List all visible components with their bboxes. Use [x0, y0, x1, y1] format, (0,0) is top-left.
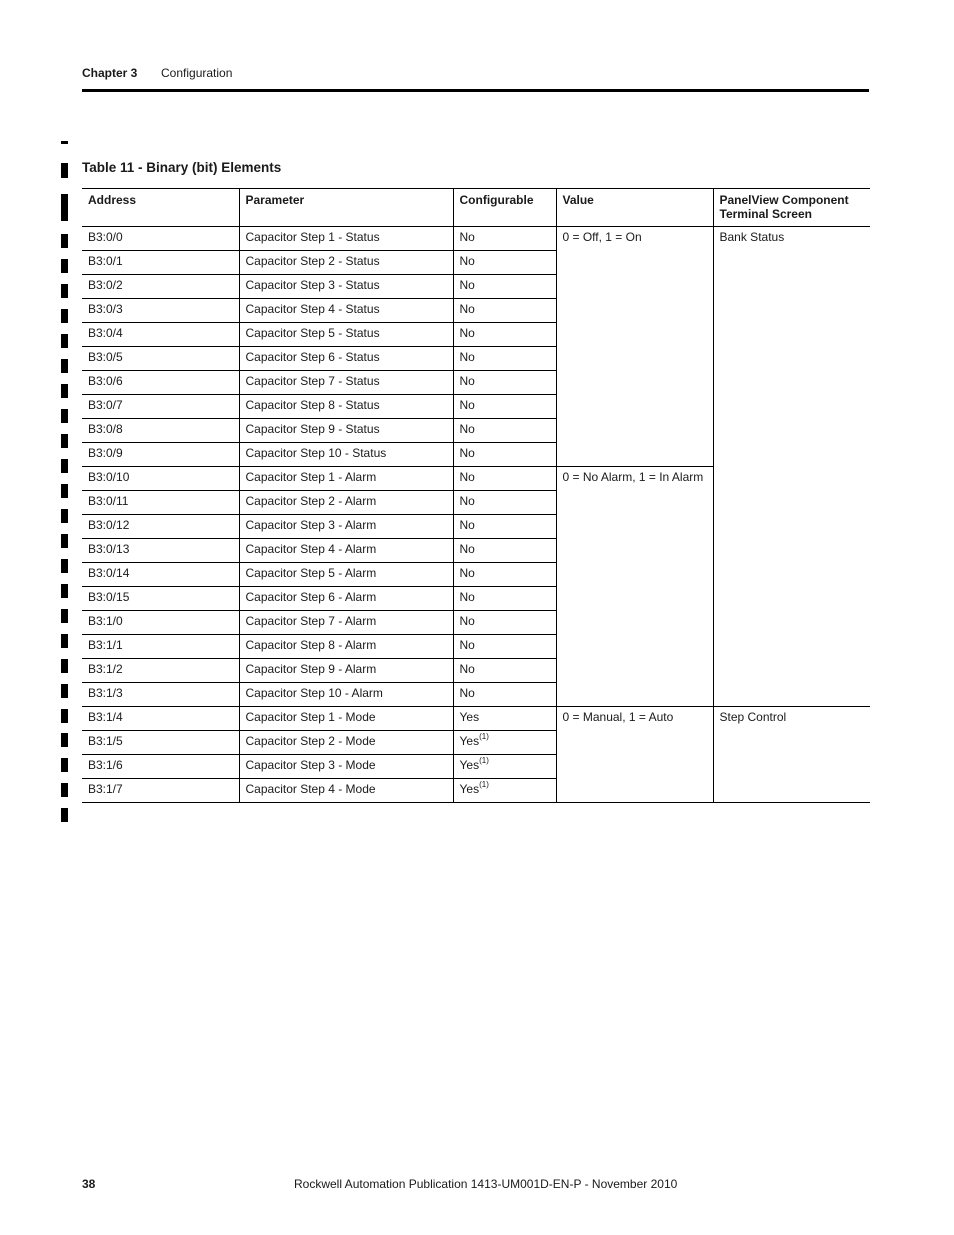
- parameter-cell: Capacitor Step 10 - Status: [239, 443, 453, 467]
- change-bar: [61, 584, 68, 598]
- column-header-value: Value: [556, 189, 713, 227]
- page-number: 38: [82, 1177, 96, 1191]
- parameter-cell: Capacitor Step 4 - Alarm: [239, 539, 453, 563]
- configurable-cell: [453, 467, 556, 491]
- address-cell: B3:0/13: [82, 539, 239, 563]
- change-bar: [61, 609, 68, 623]
- change-bar: [61, 359, 68, 373]
- configurable-cell: [453, 371, 556, 395]
- footnote-marker: (1): [479, 756, 489, 765]
- configurable-value: Yes: [459, 782, 480, 796]
- configurable-value: No: [459, 374, 475, 388]
- change-bar: [61, 534, 68, 548]
- address-cell: B3:0/11: [82, 491, 239, 515]
- address-cell: B3:0/12: [82, 515, 239, 539]
- column-header-parameter: Parameter: [239, 189, 453, 227]
- column-header-configurable: Configurable: [453, 189, 556, 227]
- change-bar: [61, 758, 68, 772]
- configurable-value: No: [459, 278, 475, 292]
- footnote-marker: (1): [479, 732, 489, 741]
- address-cell: B3:0/15: [82, 587, 239, 611]
- configurable-value: No: [459, 302, 475, 316]
- configurable-cell: [453, 491, 556, 515]
- parameter-cell: Capacitor Step 3 - Mode: [239, 755, 453, 779]
- configurable-value: No: [459, 518, 475, 532]
- parameter-cell: Capacitor Step 2 - Status: [239, 251, 453, 275]
- change-bar: [61, 284, 68, 298]
- parameter-cell: Capacitor Step 1 - Status: [239, 227, 453, 251]
- parameter-cell: Capacitor Step 8 - Status: [239, 395, 453, 419]
- configurable-value: No: [459, 494, 475, 508]
- table-row: [82, 707, 870, 731]
- parameter-cell: Capacitor Step 9 - Alarm: [239, 659, 453, 683]
- change-bar: [61, 634, 68, 648]
- change-bar: [61, 783, 68, 797]
- parameter-cell: Capacitor Step 10 - Alarm: [239, 683, 453, 707]
- configurable-value: No: [459, 230, 475, 244]
- address-cell: B3:0/5: [82, 347, 239, 371]
- parameter-cell: Capacitor Step 8 - Alarm: [239, 635, 453, 659]
- configurable-value: No: [459, 254, 475, 268]
- change-bar: [61, 409, 68, 423]
- address-cell: B3:1/5: [82, 731, 239, 755]
- configurable-cell: [453, 755, 556, 779]
- address-cell: B3:0/7: [82, 395, 239, 419]
- configurable-value: No: [459, 590, 475, 604]
- publication-info: Rockwell Automation Publication 1413-UM001D-EN-P - November 2010: [294, 1177, 678, 1191]
- footnote-marker: (1): [479, 780, 489, 789]
- address-cell: B3:1/1: [82, 635, 239, 659]
- parameter-cell: Capacitor Step 5 - Alarm: [239, 563, 453, 587]
- address-cell: B3:1/0: [82, 611, 239, 635]
- configurable-cell: [453, 683, 556, 707]
- configurable-value: No: [459, 422, 475, 436]
- address-cell: B3:0/8: [82, 419, 239, 443]
- table-title: Table 11 - Binary (bit) Elements: [82, 160, 282, 175]
- address-cell: B3:1/7: [82, 779, 239, 803]
- configurable-cell: [453, 251, 556, 275]
- parameter-cell: Capacitor Step 4 - Mode: [239, 779, 453, 803]
- configurable-value: No: [459, 350, 475, 364]
- address-cell: B3:0/4: [82, 323, 239, 347]
- table-row: [82, 227, 870, 251]
- configurable-cell: [453, 395, 556, 419]
- value-cell: 0 = No Alarm, 1 = In Alarm: [556, 467, 713, 707]
- configurable-value: No: [459, 446, 475, 460]
- address-cell: B3:0/2: [82, 275, 239, 299]
- change-bar: [61, 808, 68, 822]
- configurable-value: No: [459, 686, 475, 700]
- change-bar: [61, 334, 68, 348]
- chapter-label: Chapter 3: [82, 66, 138, 80]
- table-body: [82, 227, 870, 803]
- parameter-cell: Capacitor Step 9 - Status: [239, 419, 453, 443]
- configurable-cell: [453, 587, 556, 611]
- parameter-cell: Capacitor Step 7 - Alarm: [239, 611, 453, 635]
- configurable-cell: [453, 515, 556, 539]
- configurable-cell: [453, 299, 556, 323]
- parameter-cell: Capacitor Step 5 - Status: [239, 323, 453, 347]
- configurable-cell: [453, 635, 556, 659]
- configurable-cell: [453, 275, 556, 299]
- value-cell: 0 = Manual, 1 = Auto: [556, 707, 713, 803]
- header-rule: [82, 89, 869, 92]
- configurable-value: No: [459, 662, 475, 676]
- address-cell: B3:0/0: [82, 227, 239, 251]
- change-bar: [61, 194, 68, 221]
- address-cell: B3:1/4: [82, 707, 239, 731]
- configurable-value: No: [459, 326, 475, 340]
- change-bar: [61, 309, 68, 323]
- address-cell: B3:0/9: [82, 443, 239, 467]
- change-bar: [61, 234, 68, 248]
- configurable-cell: [453, 659, 556, 683]
- terminal-screen-cell: Step Control: [713, 707, 870, 803]
- configurable-value: Yes: [459, 758, 480, 772]
- address-cell: B3:0/3: [82, 299, 239, 323]
- configurable-cell: [453, 731, 556, 755]
- configurable-value: No: [459, 542, 475, 556]
- change-bar: [61, 384, 68, 398]
- value-cell: 0 = Off, 1 = On: [556, 227, 713, 467]
- parameter-cell: Capacitor Step 1 - Alarm: [239, 467, 453, 491]
- configurable-value: No: [459, 638, 475, 652]
- column-header-address: Address: [82, 189, 239, 227]
- configurable-cell: [453, 563, 556, 587]
- terminal-screen-cell: Bank Status: [713, 227, 870, 707]
- change-bar: [61, 484, 68, 498]
- address-cell: B3:0/14: [82, 563, 239, 587]
- configurable-cell: [453, 443, 556, 467]
- change-bar: [61, 659, 68, 673]
- address-cell: B3:0/6: [82, 371, 239, 395]
- binary-elements-table: [82, 188, 870, 803]
- configurable-value: No: [459, 398, 475, 412]
- configurable-value: Yes: [459, 734, 480, 748]
- parameter-cell: Capacitor Step 2 - Alarm: [239, 491, 453, 515]
- configurable-value: No: [459, 470, 475, 484]
- change-bar: [61, 709, 68, 723]
- address-cell: B3:1/2: [82, 659, 239, 683]
- configurable-value: No: [459, 566, 475, 580]
- parameter-cell: Capacitor Step 7 - Status: [239, 371, 453, 395]
- change-bar: [61, 459, 68, 473]
- parameter-cell: Capacitor Step 3 - Alarm: [239, 515, 453, 539]
- change-bar: [61, 559, 68, 573]
- address-cell: B3:1/6: [82, 755, 239, 779]
- address-cell: B3:1/3: [82, 683, 239, 707]
- parameter-cell: Capacitor Step 2 - Mode: [239, 731, 453, 755]
- configurable-cell: [453, 611, 556, 635]
- change-bar: [61, 509, 68, 523]
- configurable-cell: [453, 707, 556, 731]
- address-cell: B3:0/1: [82, 251, 239, 275]
- change-bar: [61, 733, 68, 747]
- address-cell: B3:0/10: [82, 467, 239, 491]
- column-header-terminal-screen: PanelView Component Terminal Screen: [713, 189, 870, 227]
- table-header-row: [82, 189, 870, 227]
- change-bar: [61, 141, 68, 144]
- parameter-cell: Capacitor Step 4 - Status: [239, 299, 453, 323]
- configurable-cell: [453, 347, 556, 371]
- configurable-cell: [453, 227, 556, 251]
- configurable-cell: [453, 539, 556, 563]
- section-label: Configuration: [161, 66, 233, 80]
- parameter-cell: Capacitor Step 6 - Alarm: [239, 587, 453, 611]
- parameter-cell: Capacitor Step 1 - Mode: [239, 707, 453, 731]
- running-header: [82, 66, 233, 80]
- configurable-value: No: [459, 614, 475, 628]
- change-bar: [61, 434, 68, 448]
- configurable-cell: [453, 419, 556, 443]
- parameter-cell: Capacitor Step 6 - Status: [239, 347, 453, 371]
- change-bar: [61, 163, 68, 178]
- change-bar: [61, 259, 68, 273]
- change-bar: [61, 684, 68, 698]
- parameter-cell: Capacitor Step 3 - Status: [239, 275, 453, 299]
- configurable-cell: [453, 779, 556, 803]
- configurable-value: Yes: [459, 710, 480, 724]
- configurable-cell: [453, 323, 556, 347]
